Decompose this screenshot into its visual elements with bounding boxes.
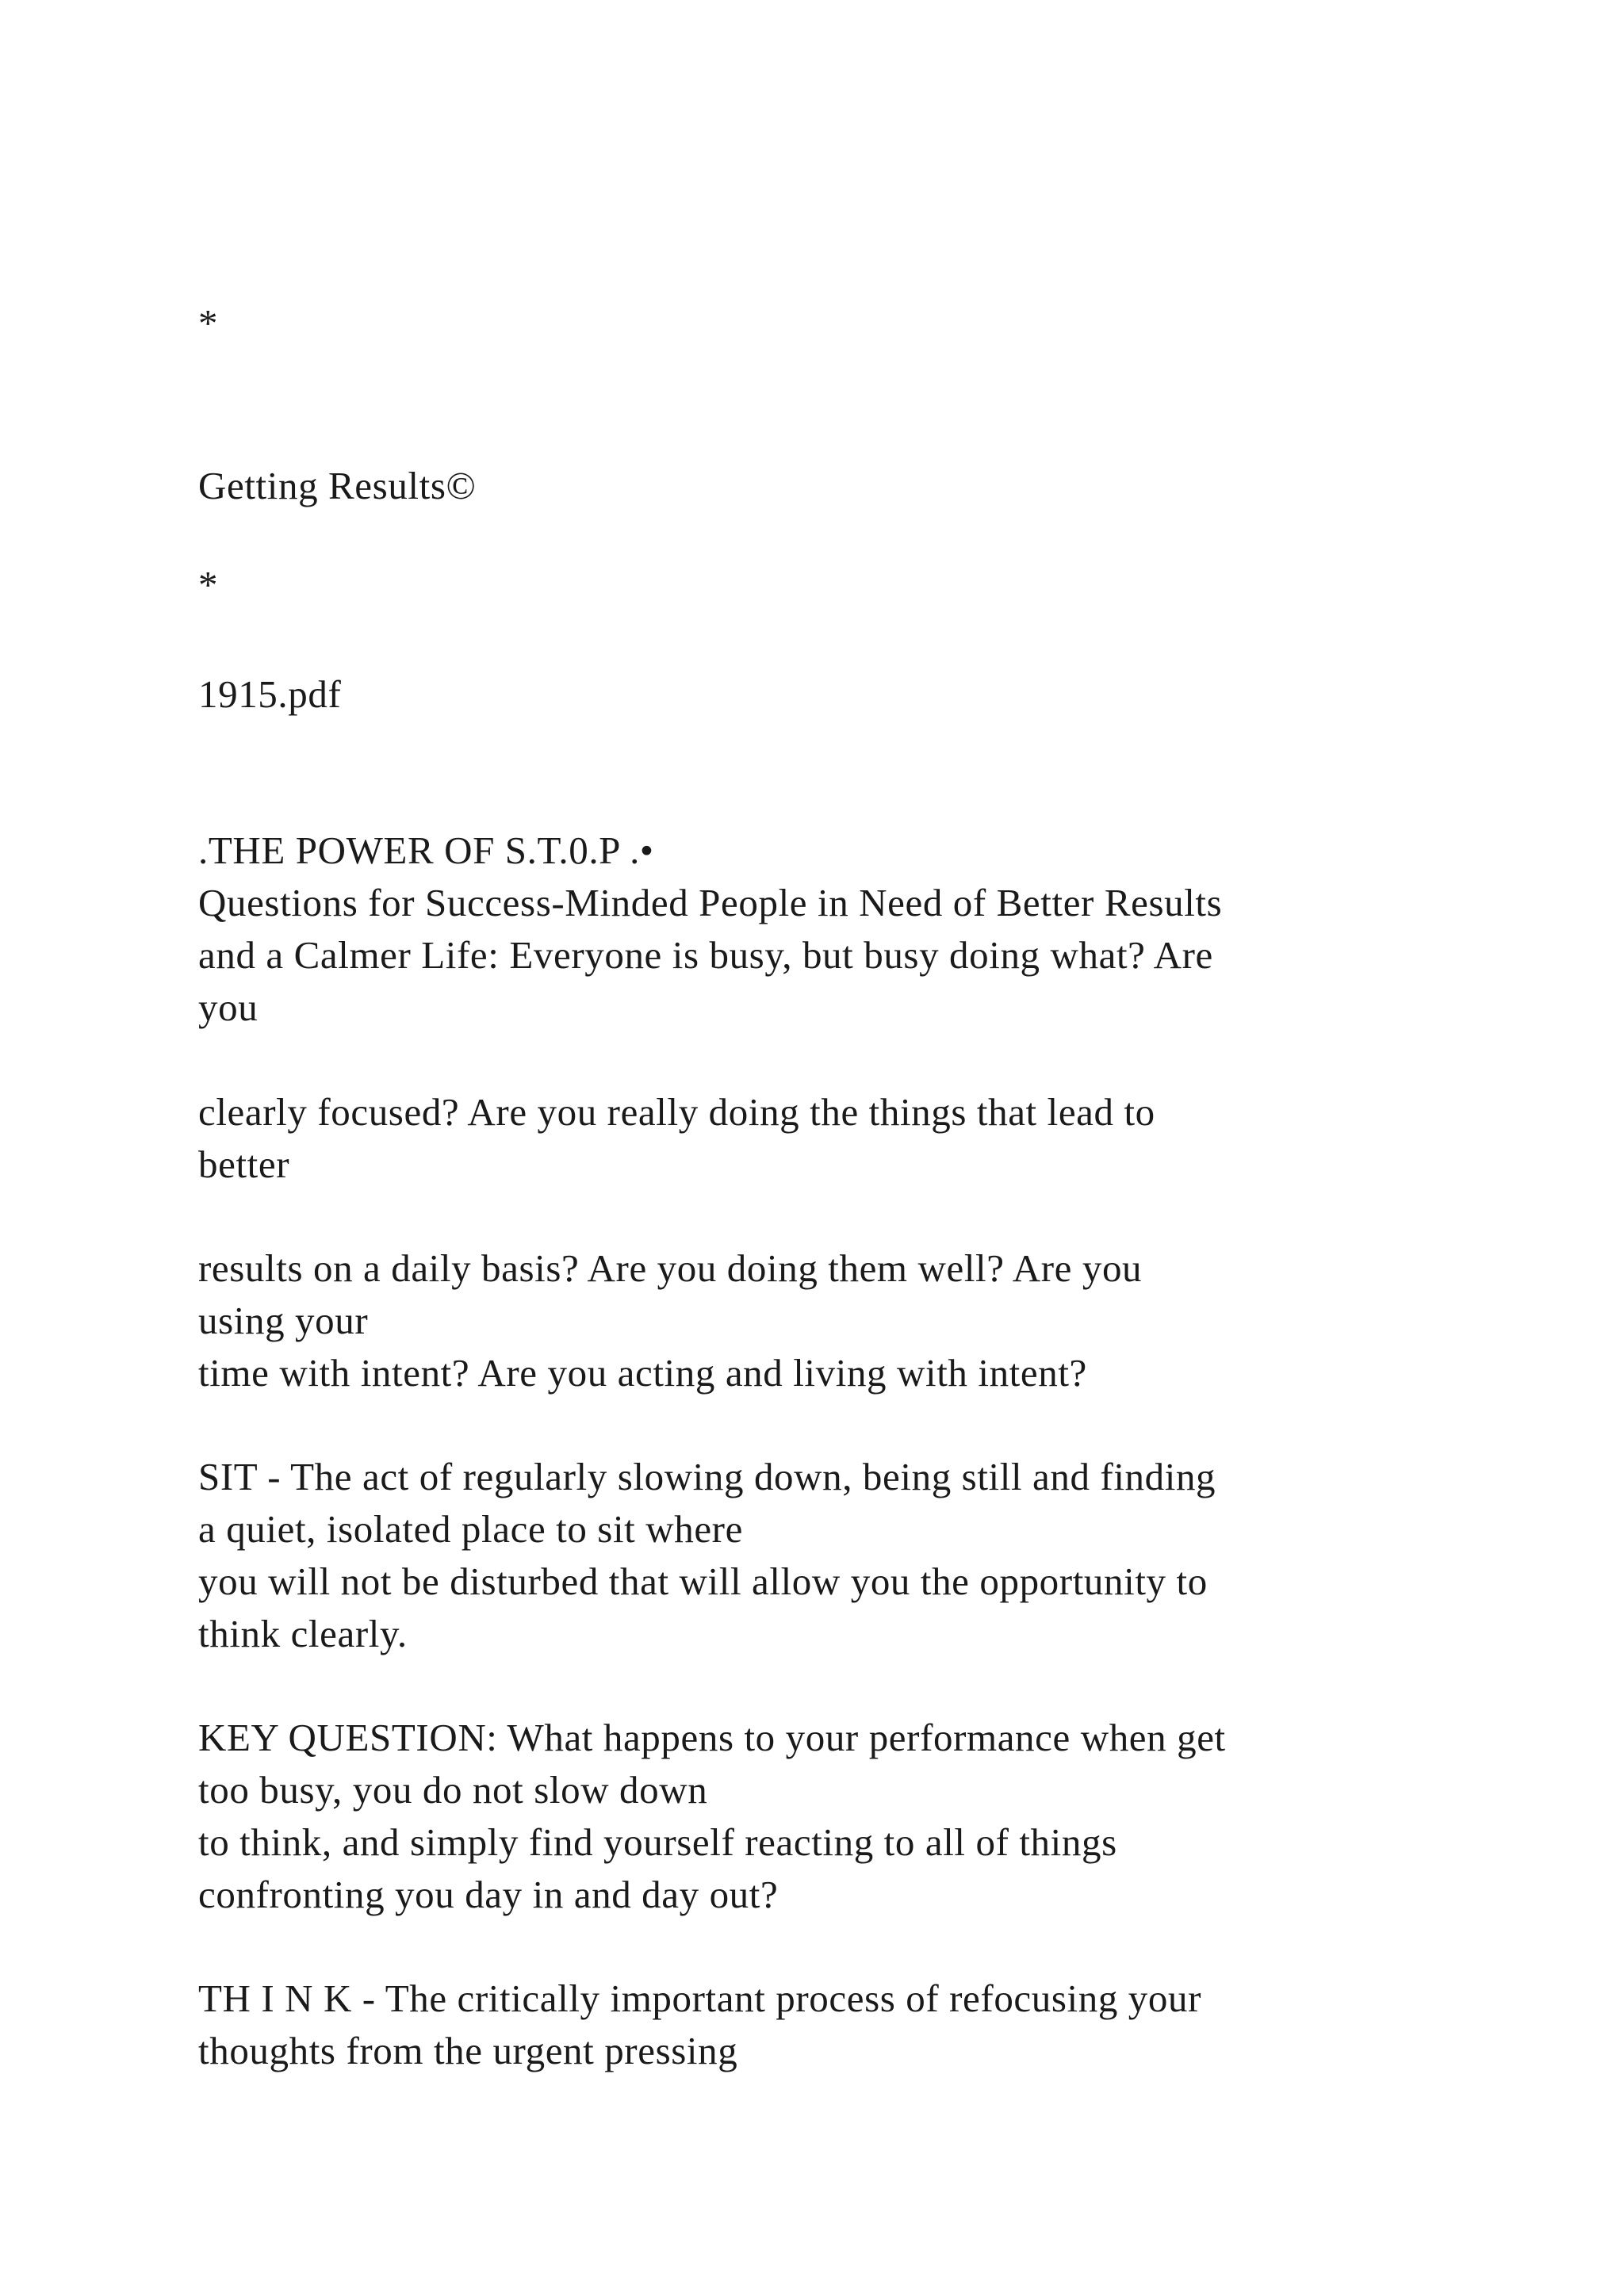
text-line: think clearly.	[198, 1612, 408, 1655]
text-line: results on a daily basis? Are you doing them well? Are you	[198, 1246, 1143, 1290]
text-line: clearly focused? Are you really doing the things that lead to	[198, 1090, 1155, 1134]
text-line: KEY QUESTION: What happens to your performance when get	[198, 1716, 1226, 1759]
text-line: too busy, you do not slow down	[198, 1768, 708, 1812]
text-line: thoughts from the urgent pressing	[198, 2029, 738, 2072]
text-line: you will not be disturbed that will allow you the opportunity to	[198, 1559, 1208, 1603]
text-line: better	[198, 1142, 290, 1186]
asterisk-separator: *	[198, 563, 219, 607]
text-line: Questions for Success-Minded People in Need of Better Results	[198, 881, 1223, 924]
text-line: time with intent? Are you acting and living with intent?	[198, 1351, 1087, 1395]
text-line: SIT - The act of regularly slowing down, being still and finding	[198, 1455, 1216, 1498]
text-line: you	[198, 985, 259, 1029]
text-line: using your	[198, 1299, 369, 1342]
section-heading: .THE POWER OF S.T.0.P .•	[198, 828, 654, 872]
text-line: a quiet, isolated place to sit where	[198, 1507, 743, 1551]
text-line: to think, and simply find yourself reacting to all of things	[198, 1820, 1117, 1864]
text-line: confronting you day in and day out?	[198, 1873, 779, 1916]
asterisk-separator: *	[198, 301, 219, 345]
file-reference: 1915.pdf	[198, 672, 342, 716]
document-title: Getting Results©	[198, 464, 477, 507]
text-line: and a Calmer Life: Everyone is busy, but busy doing what? Are	[198, 933, 1213, 977]
text-line: TH I N K - The critically important process of refocusing your	[198, 1976, 1202, 2020]
